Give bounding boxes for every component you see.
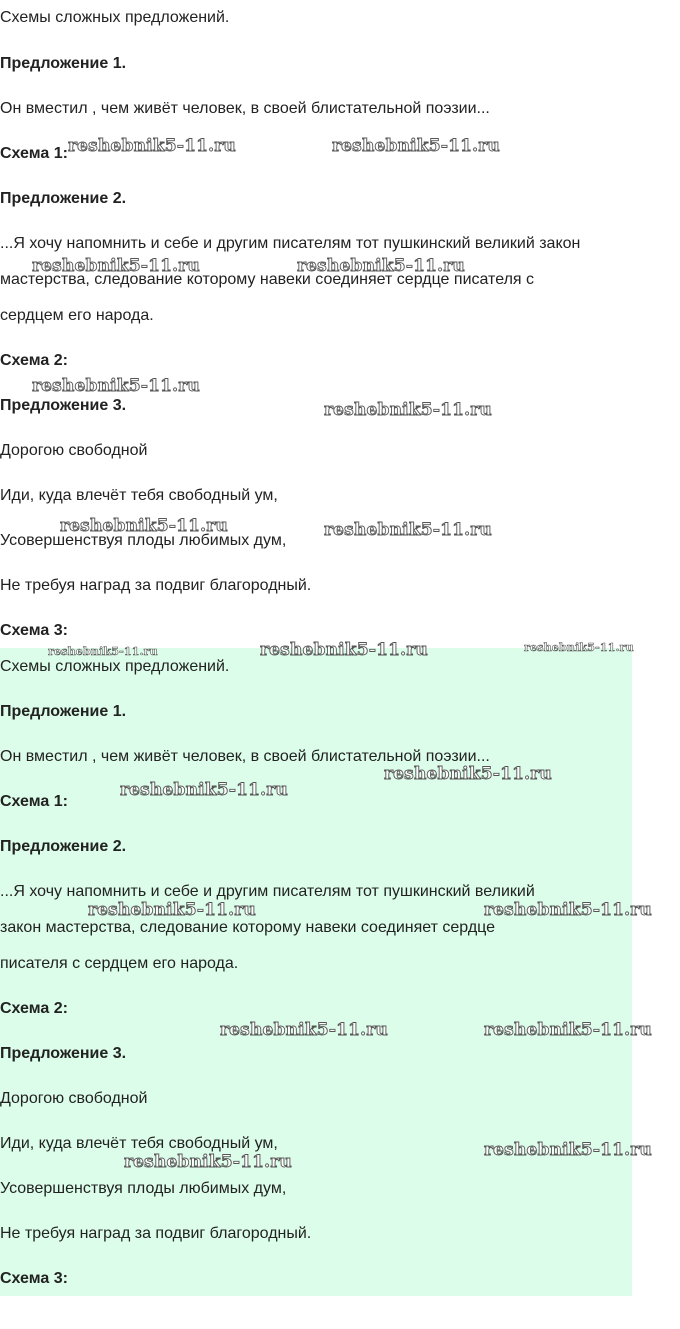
solution-block-1 xyxy=(0,0,680,648)
sentence-2-line-1: ...Я хочу напомнить и себе и другим писателям тот пушкинский великий закон xyxy=(0,235,581,252)
watermark: reshebnik5-11.ru xyxy=(324,520,492,540)
watermark: reshebnik5-11.ru xyxy=(384,764,552,784)
sentence-2-line-3: писателя с сердцем его народа. xyxy=(0,955,239,972)
sentence-3-line-3: Усовершенствуя плоды любимых дум, xyxy=(0,532,287,549)
scheme-1-label: Схема 1: xyxy=(0,793,68,810)
sentence-3-line-4: Не требуя наград за подвиг благородный. xyxy=(0,577,312,594)
solution-block-2 xyxy=(0,648,632,1296)
sentence-3-line-4: Не требуя наград за подвиг благородный. xyxy=(0,1225,312,1242)
watermark: reshebnik5-11.ru xyxy=(48,645,158,658)
sentence-3-line-2: Иди, куда влечёт тебя свободный ум, xyxy=(0,1135,278,1152)
sentence-3-heading: Предложение 3. xyxy=(0,1045,127,1062)
sentence-3-heading: Предложение 3. xyxy=(0,397,127,414)
sentence-2-line-2: закон мастерства, следование которому навеки соединяет сердце xyxy=(0,919,496,936)
watermark: reshebnik5-11.ru xyxy=(32,256,200,276)
watermark: reshebnik5-11.ru xyxy=(332,136,500,156)
watermark: reshebnik5-11.ru xyxy=(324,400,492,420)
sentence-2-line-3: сердцем его народа. xyxy=(0,307,154,324)
watermark: reshebnik5-11.ru xyxy=(120,780,288,800)
sentence-3-line-3: Усовершенствуя плоды любимых дум, xyxy=(0,1180,287,1197)
watermark: reshebnik5-11.ru xyxy=(60,516,228,536)
scheme-3-label: Схема 3: xyxy=(0,1270,68,1287)
sentence-3-line-2: Иди, куда влечёт тебя свободный ум, xyxy=(0,487,278,504)
scheme-2-label: Схема 2: xyxy=(0,352,68,369)
watermark: reshebnik5-11.ru xyxy=(484,1140,652,1160)
watermark: reshebnik5-11.ru xyxy=(68,136,236,156)
sentence-1-heading: Предложение 1. xyxy=(0,55,127,72)
watermark: reshebnik5-11.ru xyxy=(524,641,634,654)
watermark: reshebnik5-11.ru xyxy=(260,640,428,660)
sentence-1-heading: Предложение 1. xyxy=(0,703,127,720)
sentence-2-line-1: ...Я хочу напомнить и себе и другим писателям тот пушкинский великий xyxy=(0,883,535,900)
watermark: reshebnik5-11.ru xyxy=(32,376,200,396)
sentence-3-line-1: Дорогою свободной xyxy=(0,1090,148,1107)
block-title: Схемы сложных предложений. xyxy=(0,9,230,26)
scheme-2-label: Схема 2: xyxy=(0,1000,68,1017)
watermark: reshebnik5-11.ru xyxy=(297,256,465,276)
block-title: Схемы сложных предложений. xyxy=(0,658,230,675)
watermark: reshebnik5-11.ru xyxy=(484,1020,652,1040)
scheme-1-label: Схема 1: xyxy=(0,145,68,162)
watermark: reshebnik5-11.ru xyxy=(88,900,256,920)
watermark: reshebnik5-11.ru xyxy=(124,1152,292,1172)
sentence-2-heading: Предложение 2. xyxy=(0,190,127,207)
watermark: reshebnik5-11.ru xyxy=(220,1020,388,1040)
sentence-1-text: Он вместил , чем живёт человек, в своей блистательной поэзии... xyxy=(0,100,490,117)
sentence-1-text: Он вместил , чем живёт человек, в своей блистательной поэзии... xyxy=(0,748,490,765)
sentence-3-line-1: Дорогою свободной xyxy=(0,442,148,459)
sentence-2-line-2: мастерства, следование которому навеки соединяет сердце писателя с xyxy=(0,271,535,288)
sentence-2-heading: Предложение 2. xyxy=(0,838,127,855)
scheme-3-label: Схема 3: xyxy=(0,622,68,639)
watermark: reshebnik5-11.ru xyxy=(484,900,652,920)
